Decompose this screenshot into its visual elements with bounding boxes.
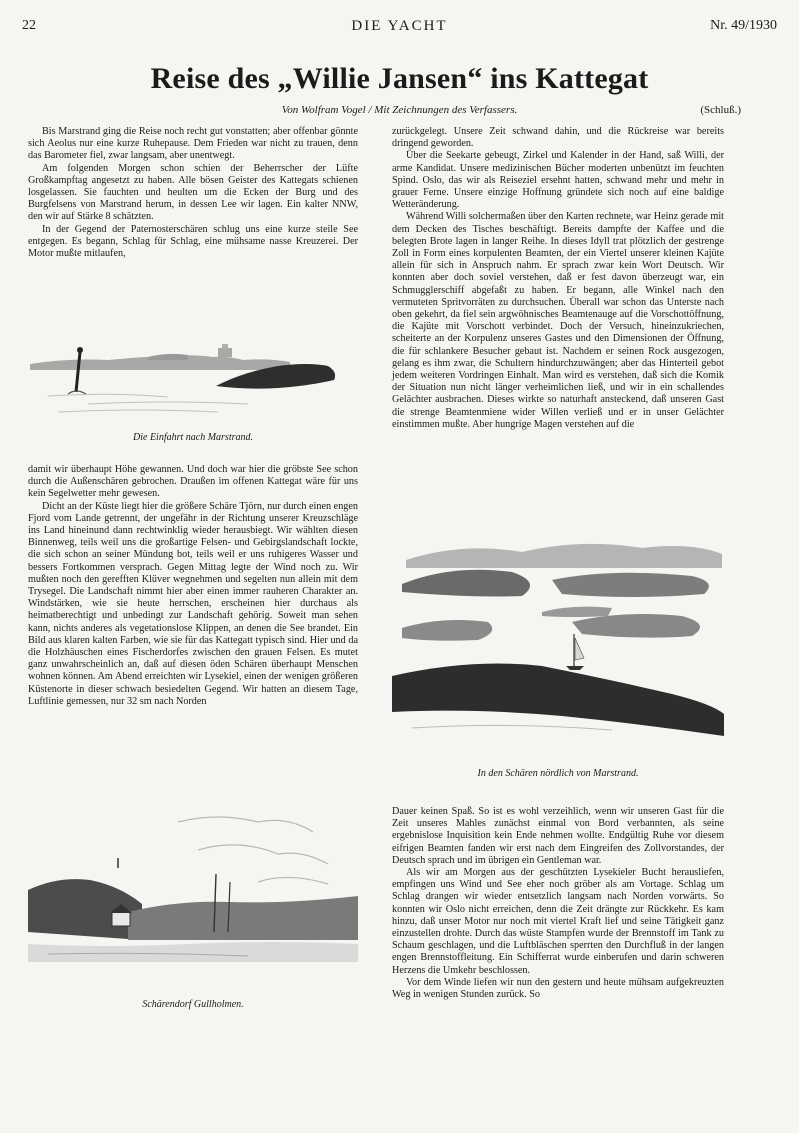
figure-caption: In den Schären nördlich von Marstrand.	[477, 768, 639, 779]
article-byline: Von Wolfram Vogel / Mit Zeichnungen des Verfassers.	[281, 104, 518, 116]
illustration-marstrand-entrance	[28, 300, 358, 428]
column-1-bottom	[28, 464, 358, 708]
illustration-gullholmen	[28, 772, 358, 992]
paragraph: Während Willi solchermaßen über den Karten rechnete, war Heinz gerade mit dem Decken des Tisches beschäftigt. Bereits dampfte der Kaffee und die belegten Brote lagen in langer Reihe. In dieses Idyll trat plötzlich der gestrenge Zoll in Form eines korpulenten Beamten, der ein Viertel unserer kleinen Kajüte allein für sich in Anspruch nahm. Er sprach zwar kein Wort Deutsch. Wir konnten aber doch soviel verstehen, daß er fest davon überzeugt war, ein Schmugglerschiff abgefaßt zu haben. Er begann, alle Winkel nach den vermuteten Spritvorräten zu durchsuchen. Überall war schon das Unterste nach oben gekehrt, da fiel sein argwöhnisches Beamtenauge auf die Vorschottöffnung, die Kajüte mit Vorschott verbindet. Doch der Versuch, hineinzukriechen, scheiterte an der Korpulenz unseres Gastes und den Dimensionen der Öffnung, die für schlankere Besucher gebaut ist. Nachdem er seinen Rock ausgezogen, gelang es ihm zwar, die Schultern hindurchzuwängen; aber das Hinterteil gebot jedem weiteren Vordringen Einhalt. Man wird es verstehen, daß sich die Komik der Situation nun nicht länger verheimlichen ließ, und wir in ein schallendes Gelächter ausbrachen. Dieses wirkte so naturhaft ansteckend, daß unseren Gast die strenge Beamtenmiene wider Willen verließ und er in unser Gelächter einstimmen mußte. Aber hungrige Magen verstehen auf die	[392, 211, 724, 430]
paragraph: Vor dem Winde liefen wir nun den gestern und heute mühsam aufgekreuzten Weg in wenigen Stunden zurück. So	[392, 976, 724, 1001]
paragraph: Am folgenden Morgen schon schien der Beherrscher der Lüfte Großkampftag angesetzt zu haben. Alle bösen Geister des Kattegats schienen losgelassen. Sie fauchten und heulten um die Ecken der Burg und des Burgfelsens von Marstrand herum, in dessen Lee wir lagen. Ein kalter NNW, den wir auf Stärke 8 schätzten.	[28, 162, 358, 223]
page-header	[22, 18, 777, 40]
paragraph: damit wir überhaupt Höhe gewannen. Und doch war hier die gröbste See schon durch die Außenschären gebrochen. Draußen im offenen Kattegat wäre für uns kein Segelwetter mehr gewesen.	[28, 464, 358, 500]
paragraph: Über die Seekarte gebeugt, Zirkel und Kalender in der Hand, saß Willi, der arme Kandidat. Unsere medizinischen Bücher moderten unbenützt im feuchten Spind. Oslo, das wir als Reiseziel ersehnt hatten, schwand mehr und mehr in grauer Ferne. Unsere einzige Hoffnung gründete sich noch auf eine baldige Wetteränderung.	[392, 150, 724, 211]
paragraph: In der Gegend der Paternosterschären schlug uns eine kurze steile See entgegen. Es begann, Schlag für Schlag, eine mühsame nasse Kreuzerei. Der Motor mußte mitlaufen,	[28, 223, 358, 260]
paragraph: Dauer keinen Spaß. So ist es wohl verzeihlich, wenn wir unseren Gast für die Zeit unseres Mahles zunächst einmal von Bord verbannten, als seine ergebnislose Inquisition kein Ende nehmen wollte. Endgültig Ruhe vor diesem eifrigen Beamten fanden wir erst nach dem Eingreifen des Zollvorstandes, der Deutsch sprach und im übrigen ein Gentleman war.	[392, 806, 724, 866]
illustration-skerries	[392, 498, 724, 760]
paragraph: Dicht an der Küste liegt hier die größere Schäre Tjörn, nur durch einen engen Fjord vom Lande getrennt, der ungefähr in der Richtung unserer Kreuzschläge ins Land hineinund dann rechtwinklig wieder herausbiegt. Wir wählten diesen Binnenweg, teils weil uns die großartige Felsen- und Gebirgslandschaft lockte, die sich schon an seiner Mündung bot, teils weil er uns ruhigeres Wasser und bessers Fortkommen versprach. Gegen Mittag legte der Wind noch zu. Wir mußten noch den gerefften Klüver wegnehmen und segelten nun allein mit dem Trysegel. Die Landschaft nimmt hier aber einen immer rauheren Charakter an. Windstärken, wie sie heute herrschen, erscheinen hier durchaus als heimatberechtigt und unbedingt zur Landschaft gehörig. Soweit man sehen kann, nichts anderes als vegetationslose Klippen, an denen die See brandet. Ein Bild aus klaren kalten Farben, wie sie für das Kattegatt typisch sind. Hier und da die Holzhäuschen eines Fischerdorfes zwischen den grauen Felsen. Es mutet ganz unwahrscheinlich an, daß auf diesen öden Schären überhaupt Menschen wohnen können. Am Abend erreichten wir Lysekiel, einen der wenigen größeren Küstenorte in dieser schwach besiedelten Gegend. Wir hatten an diesem Tage, Luftlinie gemessen, nur 32 sm nach Norden	[28, 500, 358, 707]
figure-caption: Schärendorf Gullholmen.	[142, 999, 244, 1010]
magazine-title: DIE YACHT	[351, 18, 448, 34]
article-title: Reise des „Willie Jansen“ ins Kattegat	[150, 62, 649, 95]
column-1-top	[28, 126, 358, 260]
column-2-bottom	[392, 806, 724, 1001]
continuation-note: (Schluß.)	[700, 104, 741, 116]
page-number: 22	[22, 18, 36, 33]
figure-caption: Die Einfahrt nach Marstrand.	[133, 432, 253, 443]
column-2-top	[392, 126, 724, 431]
paragraph: zurückgelegt. Unsere Zeit schwand dahin, und die Rückreise war bereits dringend geworden.	[392, 126, 724, 150]
paragraph: Bis Marstrand ging die Reise noch recht gut vonstatten; aber offenbar gönnte sich Aeolus nur eine kurze Ruhepause. Dem Frieden war nicht zu trauen, denn das Barometer fiel, zwar langsam, aber unentwegt.	[28, 126, 358, 162]
paragraph: Als wir am Morgen aus der geschützten Lysekieler Bucht herausliefen, empfingen uns Wind und See eher noch gröber als am Vortage. Schlag um Schlag drangen wir wieder entsetzlich langsam nach Norden vorwärts. So konnten wir Oslo nicht erreichen, denn die Zeit drängte zur Rückkehr. Es kam hinzu, daß unser Motor nur noch mit viertel Kraft lief und seine Tätigkeit ganz einzustellen drohte. Durch das wüste Stampfen wurde der Brennstoff im Tank zu Schaum geschlagen, und die Luftbläschen sperrten den Durchfluß in der langen engen Brennstoffleitung. Ein Schifferrat wurde einberufen und darin schweren Herzens die Umkehr beschlossen.	[392, 867, 724, 976]
issue-number: Nr. 49/1930	[710, 18, 777, 33]
